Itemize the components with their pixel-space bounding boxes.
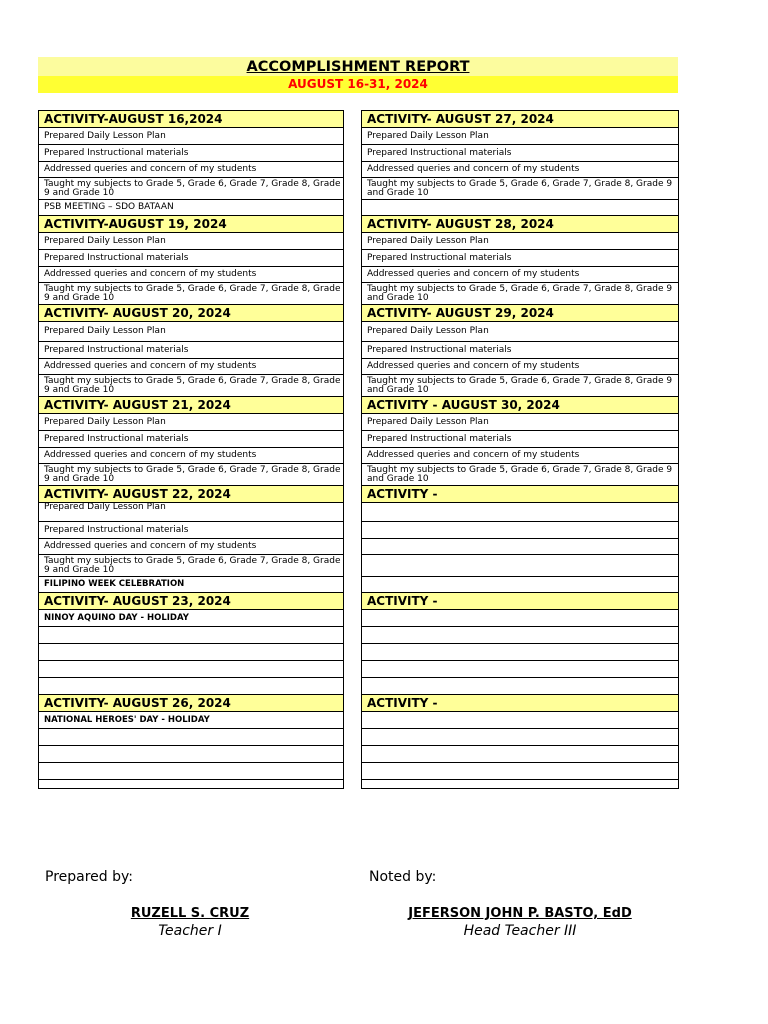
activity-heading: ACTIVITY- AUGUST 29, 2024 <box>362 305 678 322</box>
activity-row: Addressed queries and concern of my students <box>39 359 343 375</box>
activity-row: Addressed queries and concern of my students <box>39 267 343 283</box>
activity-row <box>362 577 678 593</box>
activity-heading: ACTIVITY- AUGUST 26, 2024 <box>39 695 343 712</box>
activity-row: Prepared Instructional materials <box>362 342 678 359</box>
prepared-by-name: RUZELL S. CRUZ <box>130 906 250 921</box>
activity-heading: ACTIVITY- AUGUST 22, 2024 <box>39 486 343 503</box>
right-activity-table <box>361 110 679 789</box>
activity-row: Prepared Instructional materials <box>39 522 343 539</box>
activity-row <box>39 644 343 661</box>
activity-row: Prepared Daily Lesson Plan <box>362 322 678 342</box>
activity-row <box>362 729 678 746</box>
activity-row: Prepared Instructional materials <box>39 250 343 267</box>
activity-row: Taught my subjects to Grade 5, Grade 6, Grade 7, Grade 8, Grade 9 and Grade 10 <box>362 283 678 305</box>
activity-row: Prepared Instructional materials <box>39 342 343 359</box>
activity-row: Taught my subjects to Grade 5, Grade 6, Grade 7, Grade 8, Grade 9 and Grade 10 <box>362 464 678 486</box>
activity-row <box>362 555 678 577</box>
activity-row: Prepared Daily Lesson Plan <box>39 233 343 250</box>
activity-row <box>362 644 678 661</box>
activity-row: NATIONAL HEROES' DAY - HOLIDAY <box>39 712 343 729</box>
noted-by-role: Head Teacher III <box>463 923 577 939</box>
activity-row <box>362 522 678 539</box>
activity-row: Prepared Daily Lesson Plan <box>362 414 678 431</box>
report-header <box>38 57 678 93</box>
activity-row: Taught my subjects to Grade 5, Grade 6, Grade 7, Grade 8, Grade 9 and Grade 10 <box>39 375 343 397</box>
activity-row: NINOY AQUINO DAY - HOLIDAY <box>39 610 343 627</box>
activity-row: Prepared Daily Lesson Plan <box>362 128 678 145</box>
activity-row: Prepared Daily Lesson Plan <box>39 322 343 342</box>
activity-row: Addressed queries and concern of my students <box>362 448 678 464</box>
activity-heading: ACTIVITY- AUGUST 23, 2024 <box>39 593 343 610</box>
activity-row: Taught my subjects to Grade 5, Grade 6, Grade 7, Grade 8, Grade 9 and Grade 10 <box>362 178 678 200</box>
activity-heading: ACTIVITY- AUGUST 20, 2024 <box>39 305 343 322</box>
noted-by-label: Noted by: <box>369 869 437 885</box>
activity-heading: ACTIVITY - AUGUST 30, 2024 <box>362 397 678 414</box>
noted-by-name: JEFERSON JOHN P. BASTO, EdD <box>408 906 632 921</box>
activity-row <box>39 763 343 780</box>
activity-heading: ACTIVITY - <box>362 695 678 712</box>
activity-row: Prepared Instructional materials <box>39 431 343 448</box>
activity-row <box>362 539 678 555</box>
activity-row: Prepared Instructional materials <box>362 431 678 448</box>
prepared-by-role: Teacher I <box>158 923 222 939</box>
activity-row: Addressed queries and concern of my students <box>362 162 678 178</box>
activity-row <box>39 678 343 695</box>
activity-row: Addressed queries and concern of my students <box>362 359 678 375</box>
activity-row: Prepared Daily Lesson Plan <box>39 503 343 522</box>
activity-heading: ACTIVITY-AUGUST 16,2024 <box>39 111 343 128</box>
activity-row: Prepared Instructional materials <box>39 145 343 162</box>
activity-row: Prepared Daily Lesson Plan <box>362 233 678 250</box>
activity-row <box>39 661 343 678</box>
activity-row: Taught my subjects to Grade 5, Grade 6, Grade 7, Grade 8, Grade 9 and Grade 10 <box>362 375 678 397</box>
activity-heading: ACTIVITY - <box>362 486 678 503</box>
activity-row: FILIPINO WEEK CELEBRATION <box>39 577 343 593</box>
activity-row <box>39 729 343 746</box>
activity-row <box>362 763 678 780</box>
activity-row: Prepared Daily Lesson Plan <box>39 128 343 145</box>
activity-row <box>362 661 678 678</box>
activity-row <box>362 678 678 695</box>
activity-heading: ACTIVITY - <box>362 593 678 610</box>
activity-row: Addressed queries and concern of my students <box>362 267 678 283</box>
activity-row: Addressed queries and concern of my students <box>39 162 343 178</box>
activity-row: Prepared Instructional materials <box>362 250 678 267</box>
activity-row <box>39 746 343 763</box>
activity-row <box>362 746 678 763</box>
activity-row: Taught my subjects to Grade 5, Grade 6, Grade 7, Grade 8, Grade 9 and Grade 10 <box>39 464 343 486</box>
activity-heading: ACTIVITY- AUGUST 28, 2024 <box>362 216 678 233</box>
activity-row <box>362 712 678 729</box>
report-title: ACCOMPLISHMENT REPORT <box>246 59 470 75</box>
activity-row: Taught my subjects to Grade 5, Grade 6, Grade 7, Grade 8, Grade 9 and Grade 10 <box>39 178 343 200</box>
activity-row <box>362 610 678 627</box>
activity-row: Taught my subjects to Grade 5, Grade 6, Grade 7, Grade 8, Grade 9 and Grade 10 <box>39 283 343 305</box>
activity-row: PSB MEETING – SDO BATAAN <box>39 200 343 216</box>
activity-row: Prepared Instructional materials <box>362 145 678 162</box>
activity-row <box>362 200 678 216</box>
activity-row <box>39 627 343 644</box>
prepared-by-label: Prepared by: <box>45 869 133 885</box>
activity-row: Prepared Daily Lesson Plan <box>39 414 343 431</box>
activity-row: Addressed queries and concern of my students <box>39 539 343 555</box>
activity-row <box>362 503 678 522</box>
activity-row: Addressed queries and concern of my students <box>39 448 343 464</box>
date-range: AUGUST 16-31, 2024 <box>38 76 678 93</box>
left-activity-table <box>38 110 344 789</box>
activity-heading: ACTIVITY- AUGUST 27, 2024 <box>362 111 678 128</box>
activity-heading: ACTIVITY-AUGUST 19, 2024 <box>39 216 343 233</box>
activity-heading: ACTIVITY- AUGUST 21, 2024 <box>39 397 343 414</box>
activity-row <box>362 627 678 644</box>
activity-row: Taught my subjects to Grade 5, Grade 6, Grade 7, Grade 8, Grade 9 and Grade 10 <box>39 555 343 577</box>
